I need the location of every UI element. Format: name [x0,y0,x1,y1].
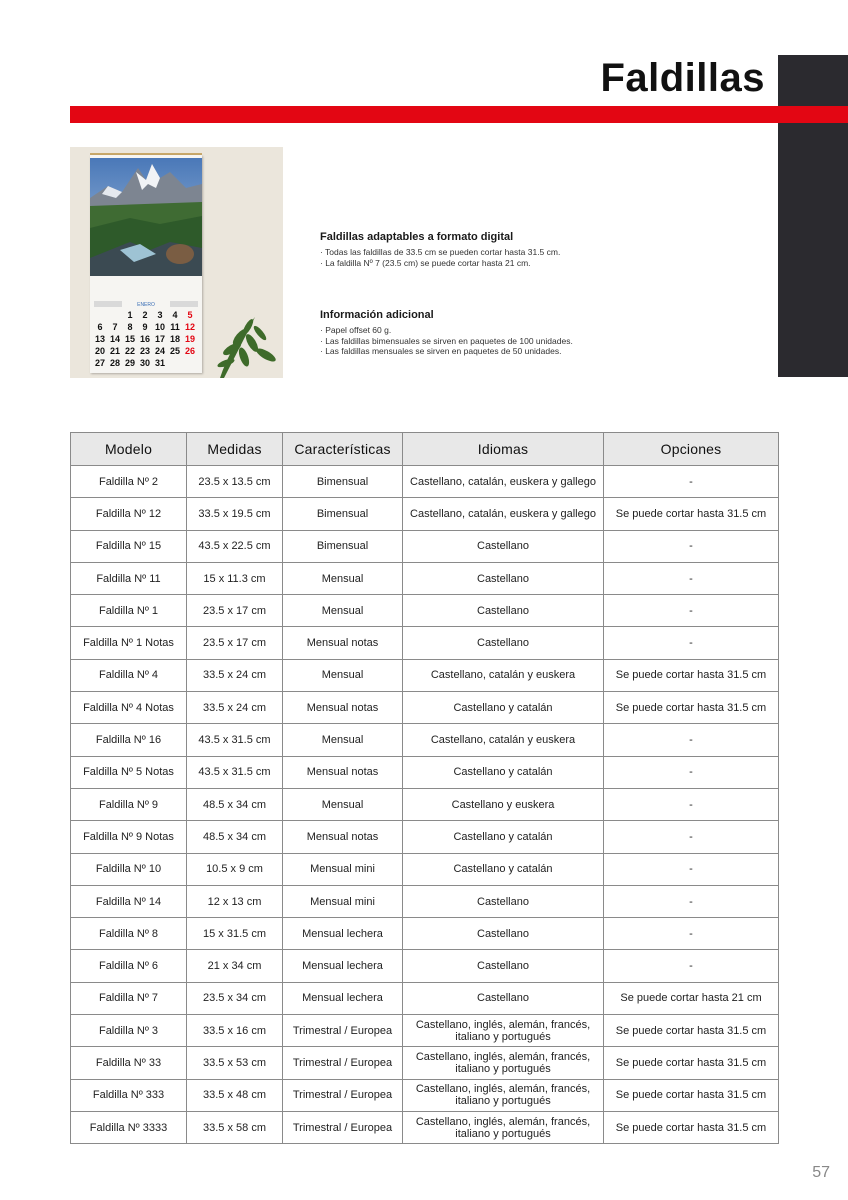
cell-medidas: 33.5 x 53 cm [187,1047,283,1079]
calendar-day: 25 [169,346,181,356]
cell-caracteristicas: Mensual [283,724,403,756]
cell-caracteristicas: Mensual lechera [283,950,403,982]
calendar-day: 1 [127,310,133,320]
cell-modelo: Faldilla Nº 1 Notas [71,627,187,659]
cell-caracteristicas: Mensual notas [283,627,403,659]
cell-modelo: Faldilla Nº 2 [71,466,187,498]
calendar-day: 15 [124,334,136,344]
svg-text:ENERO: ENERO [137,302,155,307]
additional-info-line: · Las faldillas mensuales se sirven en paquetes de 50 unidades. [320,346,562,356]
calendar-day: 23 [139,346,151,356]
additional-info-line: · Las faldillas bimensuales se sirven en paquetes de 100 unidades. [320,335,573,346]
cell-caracteristicas: Bimensual [283,530,403,562]
header-rule [70,106,848,123]
calendar-day: 16 [139,334,151,344]
cell-medidas: 23.5 x 34 cm [187,982,283,1014]
cell-opciones: Se puede cortar hasta 31.5 cm [604,1047,779,1079]
table-header-row [71,433,779,466]
digital-format-info [320,231,560,268]
page-title: Faldillas [600,56,765,100]
cell-opciones: Se puede cortar hasta 31.5 cm [604,1015,779,1047]
cell-opciones: - [604,950,779,982]
table-row [71,562,779,594]
cell-caracteristicas: Mensual lechera [283,982,403,1014]
cell-opciones: - [604,466,779,498]
product-photo [70,147,283,378]
table-row [71,627,779,659]
table-row [71,788,779,820]
cell-medidas: 43.5 x 31.5 cm [187,724,283,756]
cell-idiomas: Castellano [403,595,604,627]
calendar-day: 2 [142,310,148,320]
cell-opciones: - [604,918,779,950]
cell-opciones: Se puede cortar hasta 31.5 cm [604,1111,779,1143]
table-row [71,1111,779,1143]
cell-caracteristicas: Bimensual [283,498,403,530]
cell-medidas: 48.5 x 34 cm [187,821,283,853]
cell-caracteristicas: Bimensual [283,466,403,498]
calendar-day: 19 [184,334,196,344]
table-row [71,950,779,982]
table-row [71,724,779,756]
table-row [71,1015,779,1047]
cell-idiomas: Castellano y catalán [403,692,604,724]
calendar-day: 26 [184,346,196,356]
cell-medidas: 33.5 x 19.5 cm [187,498,283,530]
cell-modelo: Faldilla Nº 10 [71,853,187,885]
cell-opciones: - [604,756,779,788]
digital-format-line: · Todas las faldillas de 33.5 cm se pueden cortar hasta 31.5 cm. [320,247,561,257]
cell-idiomas: Castellano, catalán, euskera y gallego [403,466,604,498]
column-header-modelo: Modelo [71,433,187,466]
page-number: 57 [812,1164,830,1181]
table-row [71,756,779,788]
cell-caracteristicas: Trimestral / Europea [283,1015,403,1047]
calendar-day: 4 [172,310,178,320]
cell-caracteristicas: Mensual [283,562,403,594]
cell-idiomas: Castellano [403,885,604,917]
cell-modelo: Faldilla Nº 33 [71,1047,187,1079]
calendar-day: 21 [109,346,121,356]
cell-caracteristicas: Mensual mini [283,853,403,885]
cell-caracteristicas: Mensual lechera [283,918,403,950]
cell-opciones: - [604,821,779,853]
cell-idiomas: Castellano [403,627,604,659]
calendar-day: 30 [139,358,151,368]
faldillas-spec-table [70,432,779,1144]
cell-opciones: - [604,562,779,594]
cell-idiomas: Castellano y euskera [403,788,604,820]
table-row [71,530,779,562]
cell-caracteristicas: Trimestral / Europea [283,1111,403,1143]
cell-medidas: 33.5 x 16 cm [187,1015,283,1047]
calendar-day: 22 [124,346,136,356]
cell-medidas: 12 x 13 cm [187,885,283,917]
cell-modelo: Faldilla Nº 1 [71,595,187,627]
calendar-day: 7 [112,322,118,332]
column-header-idiomas: Idiomas [403,433,604,466]
cell-modelo: Faldilla Nº 333 [71,1079,187,1111]
cell-modelo: Faldilla Nº 5 Notas [71,756,187,788]
cell-medidas: 10.5 x 9 cm [187,853,283,885]
cell-modelo: Faldilla Nº 9 [71,788,187,820]
calendar-day: 13 [94,334,106,344]
cell-opciones: Se puede cortar hasta 31.5 cm [604,1079,779,1111]
calendar-day: 14 [109,334,121,344]
cell-idiomas: Castellano y catalán [403,821,604,853]
cell-idiomas: Castellano [403,562,604,594]
digital-format-heading: Faldillas adaptables a formato digital [320,231,514,243]
calendar-day: 24 [154,346,166,356]
cell-modelo: Faldilla Nº 3333 [71,1111,187,1143]
cell-caracteristicas: Mensual notas [283,821,403,853]
cell-medidas: 43.5 x 22.5 cm [187,530,283,562]
cell-caracteristicas: Mensual mini [283,885,403,917]
cell-medidas: 33.5 x 24 cm [187,659,283,691]
table-row [71,918,779,950]
calendar-day: 3 [157,310,163,320]
cell-modelo: Faldilla Nº 4 Notas [71,692,187,724]
cell-idiomas: Castellano, catalán, euskera y gallego [403,498,604,530]
cell-medidas: 15 x 11.3 cm [187,562,283,594]
cell-opciones: - [604,885,779,917]
cell-medidas: 15 x 31.5 cm [187,918,283,950]
cell-idiomas: Castellano, inglés, alemán, francés, italiano y portugués [403,1015,604,1047]
table-row [71,821,779,853]
cell-medidas: 33.5 x 58 cm [187,1111,283,1143]
calendar-day: 20 [94,346,106,356]
calendar-day: 31 [154,358,166,368]
table-row [71,853,779,885]
cell-opciones: - [604,530,779,562]
cell-caracteristicas: Mensual notas [283,756,403,788]
table-row [71,498,779,530]
plant-decoration [210,307,283,378]
table-row [71,885,779,917]
cell-medidas: 23.5 x 17 cm [187,627,283,659]
cell-medidas: 33.5 x 24 cm [187,692,283,724]
cell-opciones: - [604,788,779,820]
cell-modelo: Faldilla Nº 4 [71,659,187,691]
calendar-day: 18 [169,334,181,344]
cell-opciones: Se puede cortar hasta 31.5 cm [604,692,779,724]
calendar-days-grid [92,307,200,371]
table-row [71,1047,779,1079]
cell-modelo: Faldilla Nº 8 [71,918,187,950]
cell-idiomas: Castellano [403,950,604,982]
cell-caracteristicas: Mensual [283,788,403,820]
cell-idiomas: Castellano [403,982,604,1014]
cell-idiomas: Castellano, catalán y euskera [403,724,604,756]
cell-medidas: 48.5 x 34 cm [187,788,283,820]
calendar-day: 9 [142,322,148,332]
cell-opciones: - [604,627,779,659]
calendar-day: 29 [124,358,136,368]
cell-opciones: - [604,595,779,627]
cell-modelo: Faldilla Nº 7 [71,982,187,1014]
digital-format-line: · La faldilla Nº 7 (23.5 cm) se puede cortar hasta 21 cm. [320,257,531,268]
cell-idiomas: Castellano, catalán y euskera [403,659,604,691]
cell-modelo: Faldilla Nº 6 [71,950,187,982]
calendar-illustration [90,155,202,373]
column-header-caracteristicas: Características [283,433,403,466]
mountain-landscape-image [90,158,202,276]
cell-opciones: - [604,724,779,756]
cell-modelo: Faldilla Nº 14 [71,885,187,917]
cell-opciones: Se puede cortar hasta 31.5 cm [604,498,779,530]
calendar-day: 10 [154,322,166,332]
cell-opciones: Se puede cortar hasta 31.5 cm [604,659,779,691]
cell-medidas: 23.5 x 13.5 cm [187,466,283,498]
cell-modelo: Faldilla Nº 9 Notas [71,821,187,853]
table-row [71,466,779,498]
additional-info-heading: Información adicional [320,309,434,321]
table-row [71,595,779,627]
cell-modelo: Faldilla Nº 11 [71,562,187,594]
cell-idiomas: Castellano [403,530,604,562]
calendar-day: 17 [154,334,166,344]
section-tab [778,55,848,377]
cell-caracteristicas: Trimestral / Europea [283,1079,403,1111]
cell-medidas: 21 x 34 cm [187,950,283,982]
cell-modelo: Faldilla Nº 3 [71,1015,187,1047]
cell-idiomas: Castellano, inglés, alemán, francés, italiano y portugués [403,1111,604,1143]
calendar-day: 12 [184,322,196,332]
cell-idiomas: Castellano [403,918,604,950]
cell-caracteristicas: Mensual [283,595,403,627]
cell-modelo: Faldilla Nº 12 [71,498,187,530]
table-row [71,659,779,691]
cell-modelo: Faldilla Nº 16 [71,724,187,756]
calendar-day: 6 [97,322,103,332]
table-row [71,692,779,724]
column-header-opciones: Opciones [604,433,779,466]
calendar-day: 11 [170,322,180,332]
cell-medidas: 23.5 x 17 cm [187,595,283,627]
cell-caracteristicas: Mensual [283,659,403,691]
cell-idiomas: Castellano y catalán [403,853,604,885]
additional-info-line: · Papel offset 60 g. [320,325,392,335]
calendar-day: 27 [94,358,106,368]
table-row [71,1079,779,1111]
cell-caracteristicas: Trimestral / Europea [283,1047,403,1079]
calendar-day: 8 [127,322,133,332]
column-header-medidas: Medidas [187,433,283,466]
cell-idiomas: Castellano, inglés, alemán, francés, italiano y portugués [403,1047,604,1079]
cell-modelo: Faldilla Nº 15 [71,530,187,562]
cell-caracteristicas: Mensual notas [283,692,403,724]
calendar-day: 5 [187,310,193,320]
cell-opciones: - [604,853,779,885]
cell-idiomas: Castellano, inglés, alemán, francés, italiano y portugués [403,1079,604,1111]
calendar-day: 28 [109,358,121,368]
cell-medidas: 33.5 x 48 cm [187,1079,283,1111]
table-row [71,982,779,1014]
additional-info [320,309,573,357]
cell-medidas: 43.5 x 31.5 cm [187,756,283,788]
cell-opciones: Se puede cortar hasta 21 cm [604,982,779,1014]
cell-idiomas: Castellano y catalán [403,756,604,788]
